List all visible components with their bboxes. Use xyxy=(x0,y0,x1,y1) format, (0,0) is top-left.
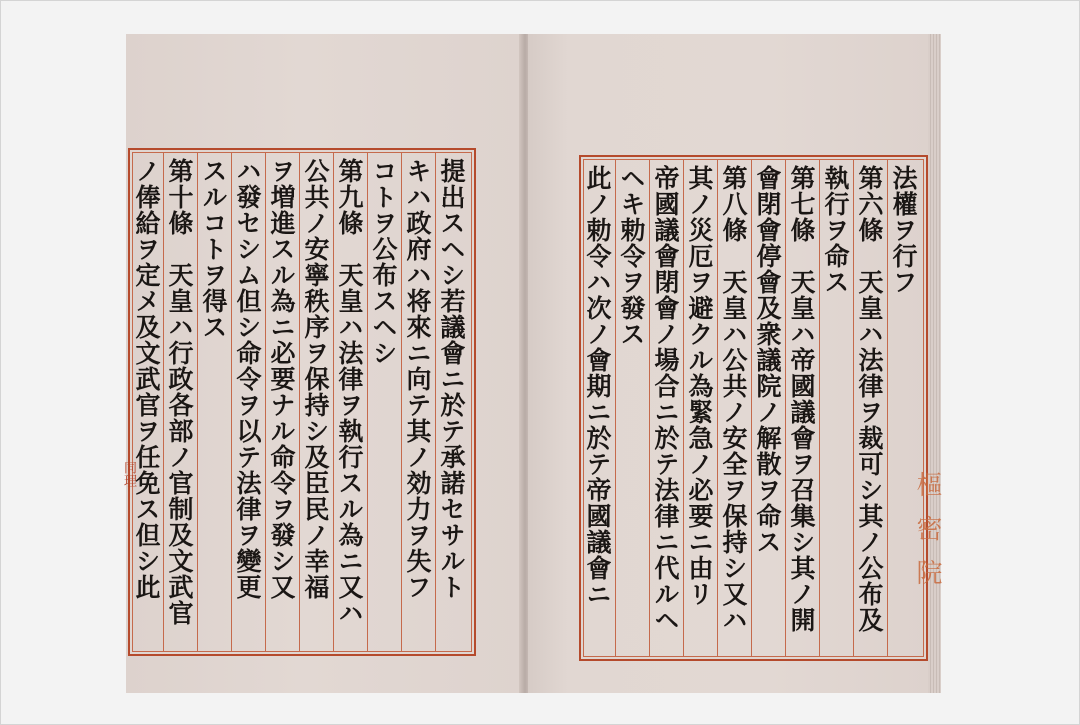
text-column: 公共ノ安寧秩序ヲ保持シ及臣民ノ幸福 xyxy=(301,158,330,600)
text-column: キハ政府ハ将來ニ向テ其ノ効力ヲ失フ xyxy=(403,158,432,600)
text-column: コトヲ公布スヘシ xyxy=(369,158,398,366)
article-9-heading: 第九條 天皇ハ法律ヲ執行スル為ニ又ハ xyxy=(335,158,364,626)
article-8-heading: 第八條 天皇ハ公共ノ安全ヲ保持シ又ハ xyxy=(719,165,748,633)
text-column: ヲ増進スル為ニ必要ナル命令ヲ發シ又 xyxy=(267,158,296,600)
text-column: 帝國議會閉會ノ場合ニ於テ法律ニ代ルヘ xyxy=(651,165,680,633)
red-seal-stamp: 樞密院 xyxy=(912,471,942,603)
text-column: ノ俸給ヲ定メ及文武官ヲ任免ス但シ此 xyxy=(132,158,161,600)
text-column: 其ノ災厄ヲ避クル為緊急ノ必要ニ由リ xyxy=(685,165,714,607)
margin-note: 同理 xyxy=(121,461,136,487)
text-column: 會閉會停會及衆議院ノ解散ヲ命ス xyxy=(753,165,782,555)
left-text-panel xyxy=(128,148,476,656)
text-column: 法權ヲ行フ xyxy=(889,165,918,295)
article-10-heading: 第十條 天皇ハ行政各部ノ官制及文武官 xyxy=(165,158,194,626)
text-column: 提出スヘシ若議會ニ於テ承諾セサルト xyxy=(437,158,466,600)
article-7-heading: 第七條 天皇ハ帝國議會ヲ召集シ其ノ開 xyxy=(787,165,816,633)
text-column: 此ノ勅令ハ次ノ會期ニ於テ帝國議會ニ xyxy=(583,165,612,607)
text-column: スルコトヲ得ス xyxy=(199,158,228,340)
article-6-heading: 第六條 天皇ハ法律ヲ裁可シ其ノ公布及 xyxy=(855,165,884,633)
text-column: ヘキ勅令ヲ發ス xyxy=(617,165,646,347)
right-text-panel xyxy=(579,155,928,661)
text-column: 執行ヲ命ス xyxy=(821,165,850,295)
text-column: ハ發セシム但シ命令ヲ以テ法律ヲ變更 xyxy=(233,158,262,600)
